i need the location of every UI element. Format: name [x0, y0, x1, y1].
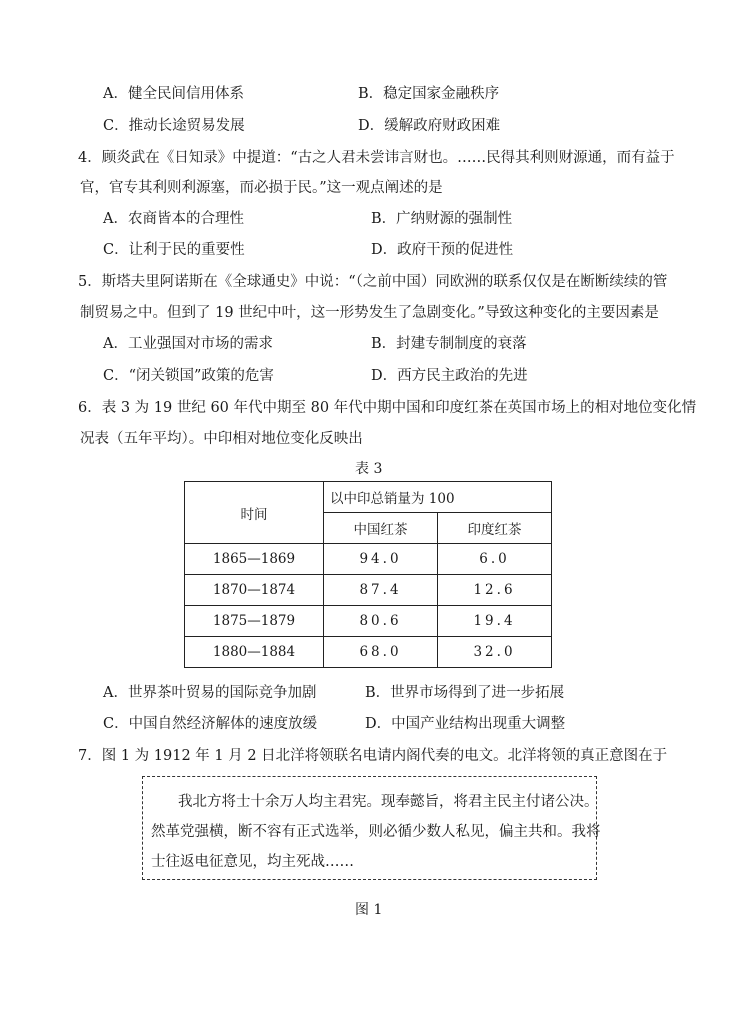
- q5-option-c: C．“闭关锁国”政策的危害: [103, 368, 274, 384]
- cell-china: 80.6: [324, 606, 438, 637]
- cell-china: 94.0: [324, 544, 438, 575]
- q4-option-d: D．政府干预的促进性: [371, 242, 514, 258]
- q5-option-a: A．工业强国对市场的需求: [103, 336, 273, 352]
- q6-option-b: B．世界市场得到了进一步拓展: [365, 685, 565, 701]
- header-time: 时间: [185, 482, 324, 544]
- q3-option-c: C．推动长途贸易发展: [103, 118, 245, 134]
- q4-option-b: B．广纳财源的强制性: [371, 211, 513, 227]
- q4-stem-line1: 4．顾炎武在《日知录》中提道：“古之人君未尝讳言财也。……民得其利则财源通，而有益于: [78, 150, 675, 166]
- q5-option-d: D．西方民主政治的先进: [371, 368, 528, 384]
- tea-market-table: [184, 481, 552, 668]
- q6-stem-line1: 6．表 3 为 19 世纪 60 年代中期至 80 年代中期中国和印度红茶在英国市场上的相对地位变化情: [78, 400, 697, 416]
- q3-option-a: A．健全民间信用体系: [103, 86, 244, 102]
- q3-option-d: D．缓解政府财政困难: [358, 118, 501, 134]
- header-india-tea: 印度红茶: [438, 513, 552, 544]
- header-china-tea: 中国红茶: [324, 513, 438, 544]
- cell-india: 6.0: [438, 544, 552, 575]
- cell-period: 1865—1869: [185, 544, 324, 575]
- q4-option-a: A．农商皆本的合理性: [103, 211, 244, 227]
- cell-period: 1875—1879: [185, 606, 324, 637]
- q4-option-c: C．让利于民的重要性: [103, 242, 245, 258]
- figure-caption: 图 1: [355, 902, 383, 918]
- q4-stem-line2: 官，官专其利则利源塞，而必损于民。”这一观点阐述的是: [80, 180, 443, 196]
- table-caption: 表 3: [355, 461, 383, 477]
- cell-india: 19.4: [438, 606, 552, 637]
- table-header-row: [185, 482, 552, 513]
- header-group: 以中印总销量为 100: [324, 482, 552, 513]
- cell-period: 1870—1874: [185, 575, 324, 606]
- table-row: [185, 575, 552, 606]
- table-row: [185, 637, 552, 668]
- q6-option-a: A．世界茶叶贸易的国际竞争加剧: [103, 685, 317, 701]
- q5-stem-line2: 制贸易之中。但到了 19 世纪中叶，这一形势发生了急剧变化。”导致这种变化的主要因素是: [80, 305, 659, 321]
- q5-option-b: B．封建专制制度的衰落: [371, 336, 527, 352]
- q7-stem-line1: 7．图 1 为 1912 年 1 月 2 日北洋将领联名电请内阁代奏的电文。北洋将领的真正意图在于: [78, 748, 668, 764]
- q3-option-b: B．稳定国家金融秩序: [358, 86, 500, 102]
- quote-line-1: 我北方将士十余万人均主君宪。现奉懿旨，将君主民主付诸公决。: [178, 794, 599, 810]
- quote-line-2: 然革党强横，断不容有正式选举，则必循少数人私见，偏主共和。我将: [151, 824, 601, 840]
- quote-line-3: 士往返电征意见，均主死战……: [151, 854, 354, 870]
- cell-china: 87.4: [324, 575, 438, 606]
- cell-china: 68.0: [324, 637, 438, 668]
- cell-india: 32.0: [438, 637, 552, 668]
- cell-india: 12.6: [438, 575, 552, 606]
- q5-stem-line1: 5．斯塔夫里阿诺斯在《全球通史》中说：“（之前中国）同欧洲的联系仅仅是在断断续续的管: [78, 274, 668, 290]
- telegram-quote-box: [142, 776, 601, 880]
- q6-option-d: D．中国产业结构出现重大调整: [365, 716, 566, 732]
- table-row: [185, 544, 552, 575]
- cell-period: 1880—1884: [185, 637, 324, 668]
- q6-stem-line2: 况表（五年平均）。中印相对地位变化反映出: [80, 431, 363, 447]
- table-row: [185, 606, 552, 637]
- q6-option-c: C．中国自然经济解体的速度放缓: [103, 716, 318, 732]
